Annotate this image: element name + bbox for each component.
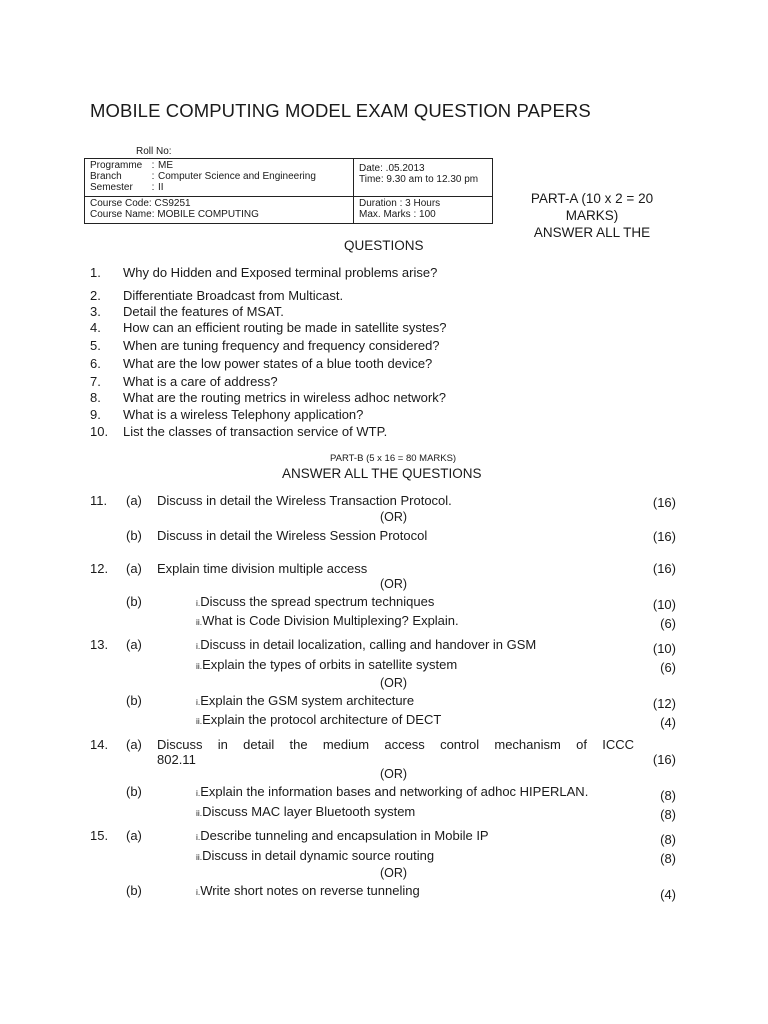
- q11a-text: Discuss in detail the Wireless Transaction Protocol.: [157, 493, 452, 508]
- q12a-label: (a): [126, 561, 142, 576]
- part-b-answer-all: ANSWER ALL THE QUESTIONS: [282, 466, 482, 481]
- part-a-heading: [516, 190, 668, 241]
- question-7: 7. What is a care of address?: [90, 374, 278, 389]
- part-a-line-2: MARKS): [565, 208, 619, 223]
- q13a-ii: ii.Explain the types of orbits in satellite system: [196, 657, 458, 672]
- q13b-ii: ii.Explain the protocol architecture of DECT: [196, 712, 442, 727]
- q13b-ii-marks: (4): [660, 715, 676, 730]
- q14a-label: (a): [126, 737, 142, 752]
- branch-row: Branch : Computer Science and Engineering: [90, 171, 316, 182]
- q12-or: (OR): [380, 577, 408, 591]
- q14b-ii: ii.Discuss MAC layer Bluetooth system: [196, 804, 416, 819]
- q14a-marks: (16): [652, 752, 676, 767]
- q13b-i: i.Explain the GSM system architecture: [196, 693, 415, 708]
- question-3: 3. Detail the features of MSAT.: [90, 304, 284, 319]
- max-marks: Max. Marks : 100: [359, 209, 436, 220]
- programme-info-cell: [85, 159, 354, 197]
- course-name: Course Name: MOBILE COMPUTING: [90, 209, 259, 220]
- course-info-cell: [85, 197, 354, 224]
- part-b-heading: PART-B (5 x 16 = 80 MARKS): [330, 453, 457, 464]
- question-10: 10. List the classes of transaction service of WTP.: [90, 424, 388, 439]
- q12a-marks: (16): [652, 561, 676, 576]
- duration-marks-cell: [354, 197, 493, 224]
- branch-label: Branch: [90, 171, 122, 182]
- q13b-i-marks: (12): [652, 696, 676, 711]
- semester-value: II: [158, 182, 164, 193]
- q11-number: 11.: [90, 493, 108, 508]
- q11-or: (OR): [380, 510, 408, 524]
- q12b-i: i.Discuss the spread spectrum techniques: [196, 594, 435, 609]
- q11a-marks: (16): [652, 495, 676, 510]
- q13a-i: i.Discuss in detail localization, calling and handover in GSM: [196, 637, 537, 652]
- question-8: 8. What are the routing metrics in wireless adhoc network?: [90, 390, 446, 405]
- semester-row: Semester : II: [90, 182, 164, 193]
- q13b-label: (b): [126, 693, 142, 708]
- semester-label: Semester: [90, 182, 133, 193]
- question-6: 6. What are the low power states of a blue tooth device?: [90, 356, 433, 371]
- question-4: 4. How can an efficient routing be made in satellite systes?: [90, 320, 447, 335]
- q15b-i: i.Write short notes on reverse tunneling: [196, 883, 420, 898]
- q15a-ii: ii.Discuss in detail dynamic source routing: [196, 848, 435, 863]
- exam-details-table: [84, 158, 493, 224]
- page-title: MOBILE COMPUTING MODEL EXAM QUESTION PAPERS: [90, 100, 591, 121]
- q15-number: 15.: [90, 828, 109, 843]
- q13-number: 13.: [90, 637, 109, 652]
- date-time-cell: [354, 159, 493, 197]
- q15a-label: (a): [126, 828, 142, 843]
- exam-date: Date: .05.2013: [359, 163, 425, 174]
- exam-time: Time: 9.30 am to 12.30 pm: [359, 174, 479, 185]
- q11a-label: (a): [126, 493, 142, 508]
- programme-label: Programme: [90, 160, 143, 171]
- q13-or: (OR): [380, 676, 408, 690]
- course-code: Course Code: CS9251: [90, 198, 191, 209]
- q11b-label: (b): [126, 528, 142, 543]
- programme-row: Programme : ME: [90, 160, 173, 171]
- q12b-ii: ii.What is Code Division Multiplexing? Explain.: [196, 613, 459, 628]
- q15a-i-marks: (8): [660, 832, 676, 847]
- duration: Duration : 3 Hours: [359, 198, 441, 209]
- q12b-i-marks: (10): [652, 597, 676, 612]
- q15-or: (OR): [380, 866, 408, 880]
- q11b-marks: (16): [652, 529, 676, 544]
- question-9: 9. What is a wireless Telephony application?: [90, 407, 364, 422]
- q11b-text: Discuss in detail the Wireless Session Protocol: [157, 528, 428, 543]
- q14a-text-line-2: 802.11: [157, 752, 196, 767]
- q12-number: 12.: [90, 561, 109, 576]
- question-2: 2. Differentiate Broadcast from Multicast.: [90, 288, 344, 303]
- q14b-label: (b): [126, 784, 142, 799]
- q15b-label: (b): [126, 883, 142, 898]
- q14a-text-line-1: Discuss in detail the medium access control mechanism of ICCC: [157, 737, 634, 752]
- q12b-ii-marks: (6): [660, 616, 676, 631]
- branch-value: Computer Science and Engineering: [158, 171, 316, 182]
- q14-number: 14.: [90, 737, 109, 752]
- q12b-label: (b): [126, 594, 142, 609]
- q12a-text: Explain time division multiple access: [157, 561, 368, 576]
- q15b-i-marks: (4): [660, 887, 676, 902]
- q15a-i: i.Describe tunneling and encapsulation in Mobile IP: [196, 828, 489, 843]
- part-a-line-3: ANSWER ALL THE: [533, 225, 651, 240]
- roll-no-label: Roll No:: [136, 146, 172, 157]
- q14b-i: i.Explain the information bases and networking of adhoc HIPERLAN.: [196, 784, 589, 799]
- q15a-ii-marks: (8): [660, 851, 676, 866]
- q13a-i-marks: (10): [652, 641, 676, 656]
- question-1: 1. Why do Hidden and Exposed terminal problems arise?: [90, 265, 438, 280]
- q14b-i-marks: (8): [660, 788, 676, 803]
- q14-or: (OR): [380, 767, 408, 781]
- q14b-ii-marks: (8): [660, 807, 676, 822]
- question-5: 5. When are tuning frequency and frequency considered?: [90, 338, 440, 353]
- q13a-label: (a): [126, 637, 142, 652]
- part-a-questions-label: QUESTIONS: [344, 238, 424, 253]
- part-a-line-1: PART-A (10 x 2 = 20: [530, 191, 654, 206]
- q13a-ii-marks: (6): [660, 660, 676, 675]
- programme-value: ME: [158, 160, 173, 171]
